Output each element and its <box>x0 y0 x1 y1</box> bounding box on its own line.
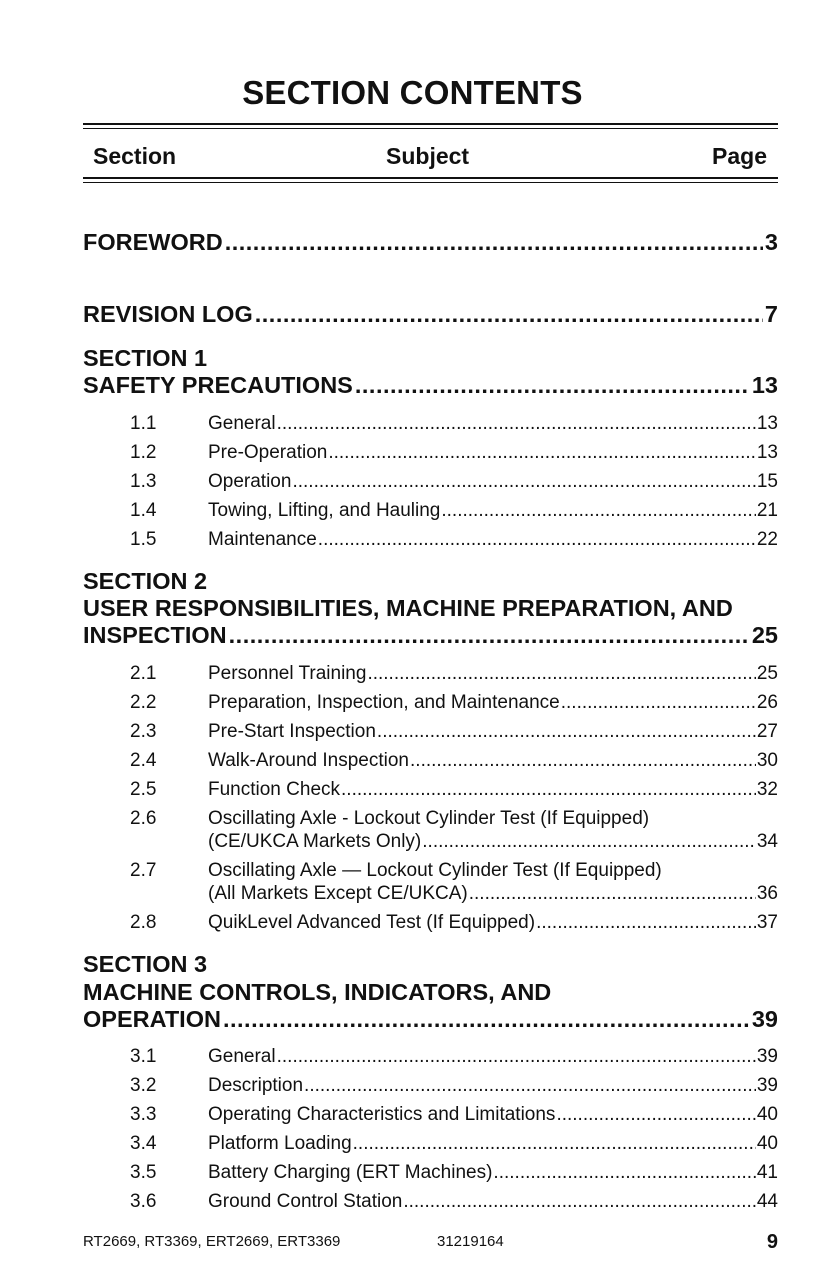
toc-subentry[interactable] <box>130 442 778 464</box>
subentry-number: 2.6 <box>130 808 157 829</box>
subentry-number: 2.5 <box>130 779 157 800</box>
subentry-page: 13 <box>756 442 778 463</box>
subentry-label: Function Check <box>208 779 341 800</box>
toc-entry-page: 39 <box>751 1006 778 1032</box>
toc-subentry-continuation[interactable] <box>208 831 778 853</box>
toc-subentry[interactable] <box>130 721 778 743</box>
dot-leader <box>493 1162 755 1184</box>
subentry-label: QuikLevel Advanced Test (If Equipped) <box>208 912 536 933</box>
dot-leader <box>556 1104 755 1126</box>
subentry-label: Ground Control Station <box>208 1191 403 1212</box>
subentry-label: Personnel Training <box>208 663 367 684</box>
header-top-rule <box>83 123 778 129</box>
dot-leader <box>377 721 756 743</box>
subentry-label: Operation <box>208 471 292 492</box>
toc-entry-label: INSPECTION <box>83 622 227 648</box>
subentry-label: Description <box>208 1075 304 1096</box>
subentry-page: 41 <box>756 1162 778 1183</box>
toc-subentry[interactable] <box>130 529 778 551</box>
subentry-label: Oscillating Axle — Lockout Cylinder Test (If Equipped) <box>208 860 662 881</box>
toc-subentry[interactable] <box>130 1133 778 1155</box>
footer-models: RT2669, RT3369, ERT2669, ERT3369 <box>83 1233 341 1250</box>
subentry-label: Battery Charging (ERT Machines) <box>208 1162 493 1183</box>
subentry-number: 1.4 <box>130 500 157 521</box>
subentry-number: 3.1 <box>130 1046 157 1067</box>
subentry-page: 27 <box>756 721 778 742</box>
subentry-page: 40 <box>756 1104 778 1125</box>
toc-entry-section-3[interactable] <box>83 1006 778 1036</box>
subentry-label: Towing, Lifting, and Hauling <box>208 500 441 521</box>
toc-entry-section-1[interactable] <box>83 372 778 402</box>
toc-subentry[interactable] <box>130 500 778 522</box>
subentry-page: 36 <box>756 883 778 904</box>
subentry-page: 39 <box>756 1046 778 1067</box>
subentry-number: 2.8 <box>130 912 157 933</box>
toc-subentry-first-line[interactable] <box>130 808 649 830</box>
subentry-number: 1.2 <box>130 442 157 463</box>
dot-leader <box>223 1006 750 1033</box>
subentry-label: Platform Loading <box>208 1133 352 1154</box>
dot-leader <box>229 622 750 649</box>
dot-leader <box>355 372 750 399</box>
toc-subentry[interactable] <box>130 1162 778 1184</box>
toc-subentry[interactable] <box>130 1191 778 1213</box>
subentry-label: Maintenance <box>208 529 317 550</box>
dot-leader <box>277 413 756 435</box>
subentry-page: 32 <box>756 779 778 800</box>
toc-subentry[interactable] <box>130 1046 778 1068</box>
toc-entry-label: REVISION LOG <box>83 301 253 327</box>
subentry-page: 22 <box>756 529 778 550</box>
dot-leader <box>410 750 756 772</box>
dot-leader <box>318 529 756 551</box>
toc-entry-section-2[interactable] <box>83 622 778 652</box>
toc-subentry-first-line[interactable] <box>130 860 662 882</box>
toc-subentry[interactable] <box>130 1104 778 1126</box>
subentry-page: 44 <box>756 1191 778 1212</box>
subentry-number: 1.3 <box>130 471 157 492</box>
dot-leader <box>341 779 756 801</box>
toc-subentry[interactable] <box>130 912 778 934</box>
section-heading: SECTION 3 <box>83 951 208 977</box>
subentry-number: 3.4 <box>130 1133 157 1154</box>
section-title-line: MACHINE CONTROLS, INDICATORS, AND <box>83 979 552 1005</box>
section-title-line: USER RESPONSIBILITIES, MACHINE PREPARATION, AND <box>83 595 733 621</box>
subentry-label: General <box>208 413 276 434</box>
subentry-label: General <box>208 1046 276 1067</box>
subentry-label: Oscillating Axle - Lockout Cylinder Test (If Equipped) <box>208 808 650 829</box>
dot-leader <box>367 663 755 685</box>
toc-subentry[interactable] <box>130 663 778 685</box>
subentry-number: 2.2 <box>130 692 157 713</box>
toc-entry-page: 3 <box>764 229 778 255</box>
toc-subentry[interactable] <box>130 692 778 714</box>
subentry-page: 40 <box>756 1133 778 1154</box>
subentry-label: Pre-Operation <box>208 442 328 463</box>
toc-entry-foreword[interactable] <box>83 229 778 259</box>
subentry-label: Pre-Start Inspection <box>208 721 376 742</box>
toc-entry-label: OPERATION <box>83 1006 221 1032</box>
subentry-number: 2.1 <box>130 663 157 684</box>
subentry-number: 3.3 <box>130 1104 157 1125</box>
dot-leader <box>277 1046 756 1068</box>
toc-subentry[interactable] <box>130 471 778 493</box>
section-heading: SECTION 1 <box>83 345 208 371</box>
footer-doc-number: 31219164 <box>437 1233 504 1250</box>
column-header-section: Section <box>93 143 177 169</box>
subentry-number: 2.7 <box>130 860 157 881</box>
dot-leader <box>225 229 763 256</box>
dot-leader <box>536 912 756 934</box>
subentry-number: 1.5 <box>130 529 157 550</box>
toc-subentry[interactable] <box>130 1075 778 1097</box>
subentry-page: 39 <box>756 1075 778 1096</box>
dot-leader <box>441 500 755 522</box>
subentry-label: (All Markets Except CE/UKCA) <box>208 883 468 904</box>
subentry-page: 34 <box>756 831 778 852</box>
subentry-label: Preparation, Inspection, and Maintenance <box>208 692 560 713</box>
toc-entry-page: 25 <box>751 622 778 648</box>
column-header-subject: Subject <box>386 143 470 169</box>
dot-leader <box>422 831 756 853</box>
section-heading: SECTION 2 <box>83 568 208 594</box>
subentry-page: 37 <box>756 912 778 933</box>
subentry-page: 26 <box>756 692 778 713</box>
toc-entry-page: 13 <box>751 372 778 398</box>
subentry-number: 2.3 <box>130 721 157 742</box>
subentry-number: 3.5 <box>130 1162 157 1183</box>
toc-subentry[interactable] <box>130 413 778 435</box>
dot-leader <box>561 692 756 714</box>
toc-subentry-continuation[interactable] <box>208 883 778 905</box>
dot-leader <box>292 471 755 493</box>
subentry-page: 13 <box>756 413 778 434</box>
column-header-page: Page <box>712 143 767 169</box>
subentry-number: 3.6 <box>130 1191 157 1212</box>
toc-entry-revision-log[interactable] <box>83 301 778 331</box>
toc-subentry[interactable] <box>130 779 778 801</box>
toc-entry-label: SAFETY PRECAUTIONS <box>83 372 353 398</box>
dot-leader <box>328 442 756 464</box>
header-bottom-rule <box>83 177 778 183</box>
dot-leader <box>469 883 756 905</box>
subentry-number: 3.2 <box>130 1075 157 1096</box>
subentry-number: 2.4 <box>130 750 157 771</box>
subentry-label: Walk-Around Inspection <box>208 750 410 771</box>
dot-leader <box>304 1075 756 1097</box>
subentry-label: Operating Characteristics and Limitations <box>208 1104 556 1125</box>
subentry-page: 30 <box>756 750 778 771</box>
subentry-number: 1.1 <box>130 413 157 434</box>
dot-leader <box>255 301 763 328</box>
toc-subentry[interactable] <box>130 750 778 772</box>
page-title: SECTION CONTENTS <box>242 74 583 111</box>
subentry-page: 21 <box>756 500 778 521</box>
dot-leader <box>403 1191 756 1213</box>
subentry-page: 15 <box>756 471 778 492</box>
toc-entry-page: 7 <box>764 301 778 327</box>
dot-leader <box>353 1133 756 1155</box>
subentry-page: 25 <box>756 663 778 684</box>
subentry-label: (CE/UKCA Markets Only) <box>208 831 422 852</box>
footer-page-number: 9 <box>766 1231 778 1253</box>
toc-entry-label: FOREWORD <box>83 229 223 255</box>
